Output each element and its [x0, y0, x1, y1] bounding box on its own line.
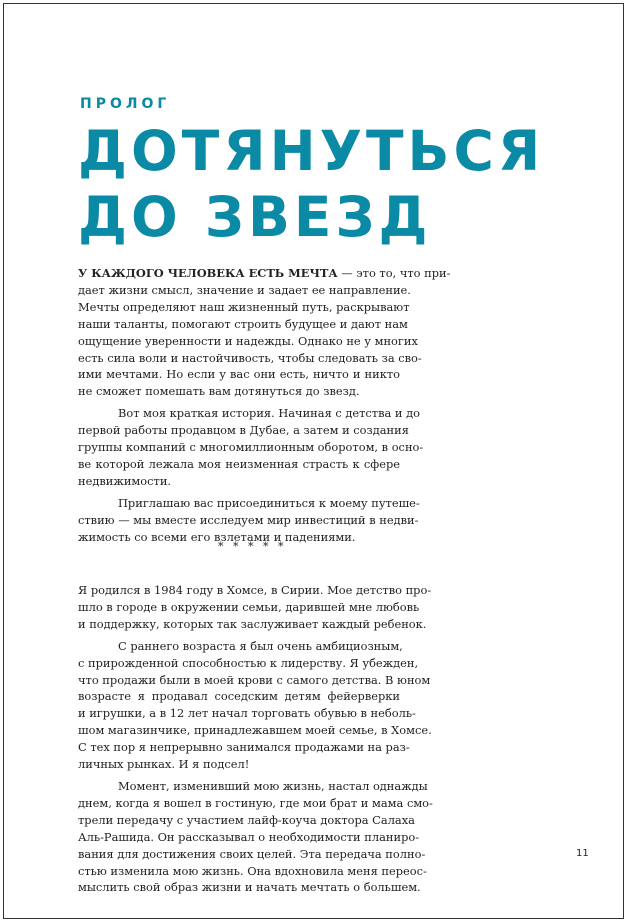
- line-text: шло в городе в окружении семьи, дарившей мне любовь: [78, 599, 420, 614]
- text-line: [78, 366, 400, 383]
- line-text: ими мечтами. Но если у вас они есть, ничто и никто: [78, 367, 400, 382]
- line-text: и поддержку, которых так заслуживает каждый ребенок.: [78, 616, 427, 631]
- text-line: [78, 473, 400, 490]
- title-line: ДО ЗВЕЗД: [78, 185, 432, 249]
- line-text: жимость со всеми его взлетами и падениями.: [78, 529, 356, 544]
- lead-in: У КАЖДОГО ЧЕЛОВЕКА ЕСТЬ МЕЧТА: [78, 266, 338, 280]
- line-text: С раннего возраста я был очень амбициозным,: [118, 638, 403, 653]
- text-line: [78, 282, 411, 299]
- line-text: первой работы продавцом в Дубае, а затем и создания: [78, 423, 409, 438]
- body-text: [78, 582, 433, 896]
- text-line: [78, 863, 427, 880]
- text-line: [78, 350, 422, 367]
- line-text: с прирожденной способностью к лидерству. Я убежден,: [78, 655, 419, 670]
- line-text: Момент, изменивший мою жизнь, настал однажды: [118, 778, 428, 793]
- line-text: Приглашаю вас присоединиться к моему путеше-: [118, 495, 420, 510]
- text-line: [78, 879, 421, 896]
- line-text: есть сила воли и настойчивость, чтобы следовать за сво-: [78, 350, 422, 365]
- text-line: [78, 456, 400, 473]
- text-line: [78, 829, 420, 846]
- text-line: [78, 512, 419, 529]
- text-line: [78, 756, 400, 773]
- text-line: [78, 739, 410, 756]
- line-text: недвижимости.: [78, 473, 172, 488]
- line-text: Я родился в 1984 году в Хомсе, в Сирии. Мое детство про-: [78, 583, 432, 597]
- title-line: ДОТЯНУТЬСЯ: [78, 119, 545, 183]
- paragraph: [78, 638, 432, 773]
- text-line: [78, 316, 408, 333]
- text-line: [78, 846, 426, 863]
- text-line: [78, 655, 419, 672]
- text-line: [78, 688, 400, 705]
- page-number: 11: [576, 848, 589, 859]
- line-text: возрасте я продавал соседским детям фейерверки: [78, 689, 400, 704]
- line-text: Аль-Рашида. Он рассказывал о необходимости планиро-: [78, 829, 420, 844]
- section-separator: * * * * *: [218, 540, 287, 553]
- line-text: мыслить свой образ жизни и начать мечтать о большем.: [78, 880, 421, 895]
- text-line: [78, 672, 431, 689]
- text-line: [78, 638, 403, 655]
- line-text: группы компаний с многомиллионным оборотом, в осно-: [78, 440, 424, 455]
- paragraph: [78, 265, 451, 400]
- paragraph: [78, 495, 420, 546]
- line-text: и игрушки, а в 12 лет начал торговать обувью в неболь-: [78, 706, 416, 721]
- text-line: [78, 333, 418, 350]
- line-text: стью изменила мою жизнь. Она вдохновила меня переос-: [78, 863, 427, 878]
- line-text: не сможет помешать вам дотянуться до звезд.: [78, 384, 360, 399]
- line-text: ощущение уверенности и надежды. Однако не у многих: [78, 333, 418, 348]
- line-text: личных рынках. И я подсел!: [78, 757, 250, 772]
- text-line: [78, 812, 415, 829]
- line-text: С тех пор я непрерывно занимался продажами на раз-: [78, 740, 410, 755]
- text-line: [78, 616, 427, 633]
- line-text: Мечты определяют наш жизненный путь, раскрывают: [78, 299, 410, 314]
- paragraph: [78, 405, 424, 490]
- chapter-title: [78, 118, 544, 250]
- line-text: что продажи были в моей крови с самого детства. В юном: [78, 672, 431, 687]
- text-line: [78, 778, 428, 795]
- text-line: [78, 405, 421, 422]
- text-line: [78, 599, 420, 616]
- line-text: — это то, что при-: [341, 266, 451, 280]
- text-line: [78, 265, 451, 282]
- text-line: [78, 705, 416, 722]
- line-text: днем, когда я вошел в гостиную, где мои брат и мама смо-: [78, 795, 433, 810]
- paragraph: [78, 582, 432, 633]
- text-line: [78, 439, 424, 456]
- line-text: шом магазинчике, принадлежавшем моей семье, в Хомсе.: [78, 723, 432, 738]
- text-line: [78, 299, 410, 316]
- text-line: [78, 495, 420, 512]
- line-text: ствию — мы вместе исследуем мир инвестиций в недви-: [78, 512, 419, 527]
- chapter-kicker: ПРОЛОГ: [80, 96, 171, 112]
- line-text: наши таланты, помогают строить будущее и дают нам: [78, 316, 408, 331]
- line-text: ве которой лежала моя неизменная страсть к сфере: [78, 456, 400, 471]
- line-text: дает жизни смысл, значение и задает ее направление.: [78, 282, 411, 297]
- text-line: [78, 422, 409, 439]
- text-line: [78, 722, 432, 739]
- text-line: [78, 383, 400, 400]
- line-text: вания для достижения своих целей. Эта передача полно-: [78, 846, 426, 861]
- text-line: [78, 795, 433, 812]
- paragraph: [78, 778, 433, 896]
- text-line: [78, 582, 432, 599]
- line-text: Вот моя краткая история. Начиная с детства и до: [118, 406, 421, 421]
- line-text: трели передачу с участием лайф-коуча доктора Салаха: [78, 812, 415, 827]
- intro-text: [78, 265, 451, 546]
